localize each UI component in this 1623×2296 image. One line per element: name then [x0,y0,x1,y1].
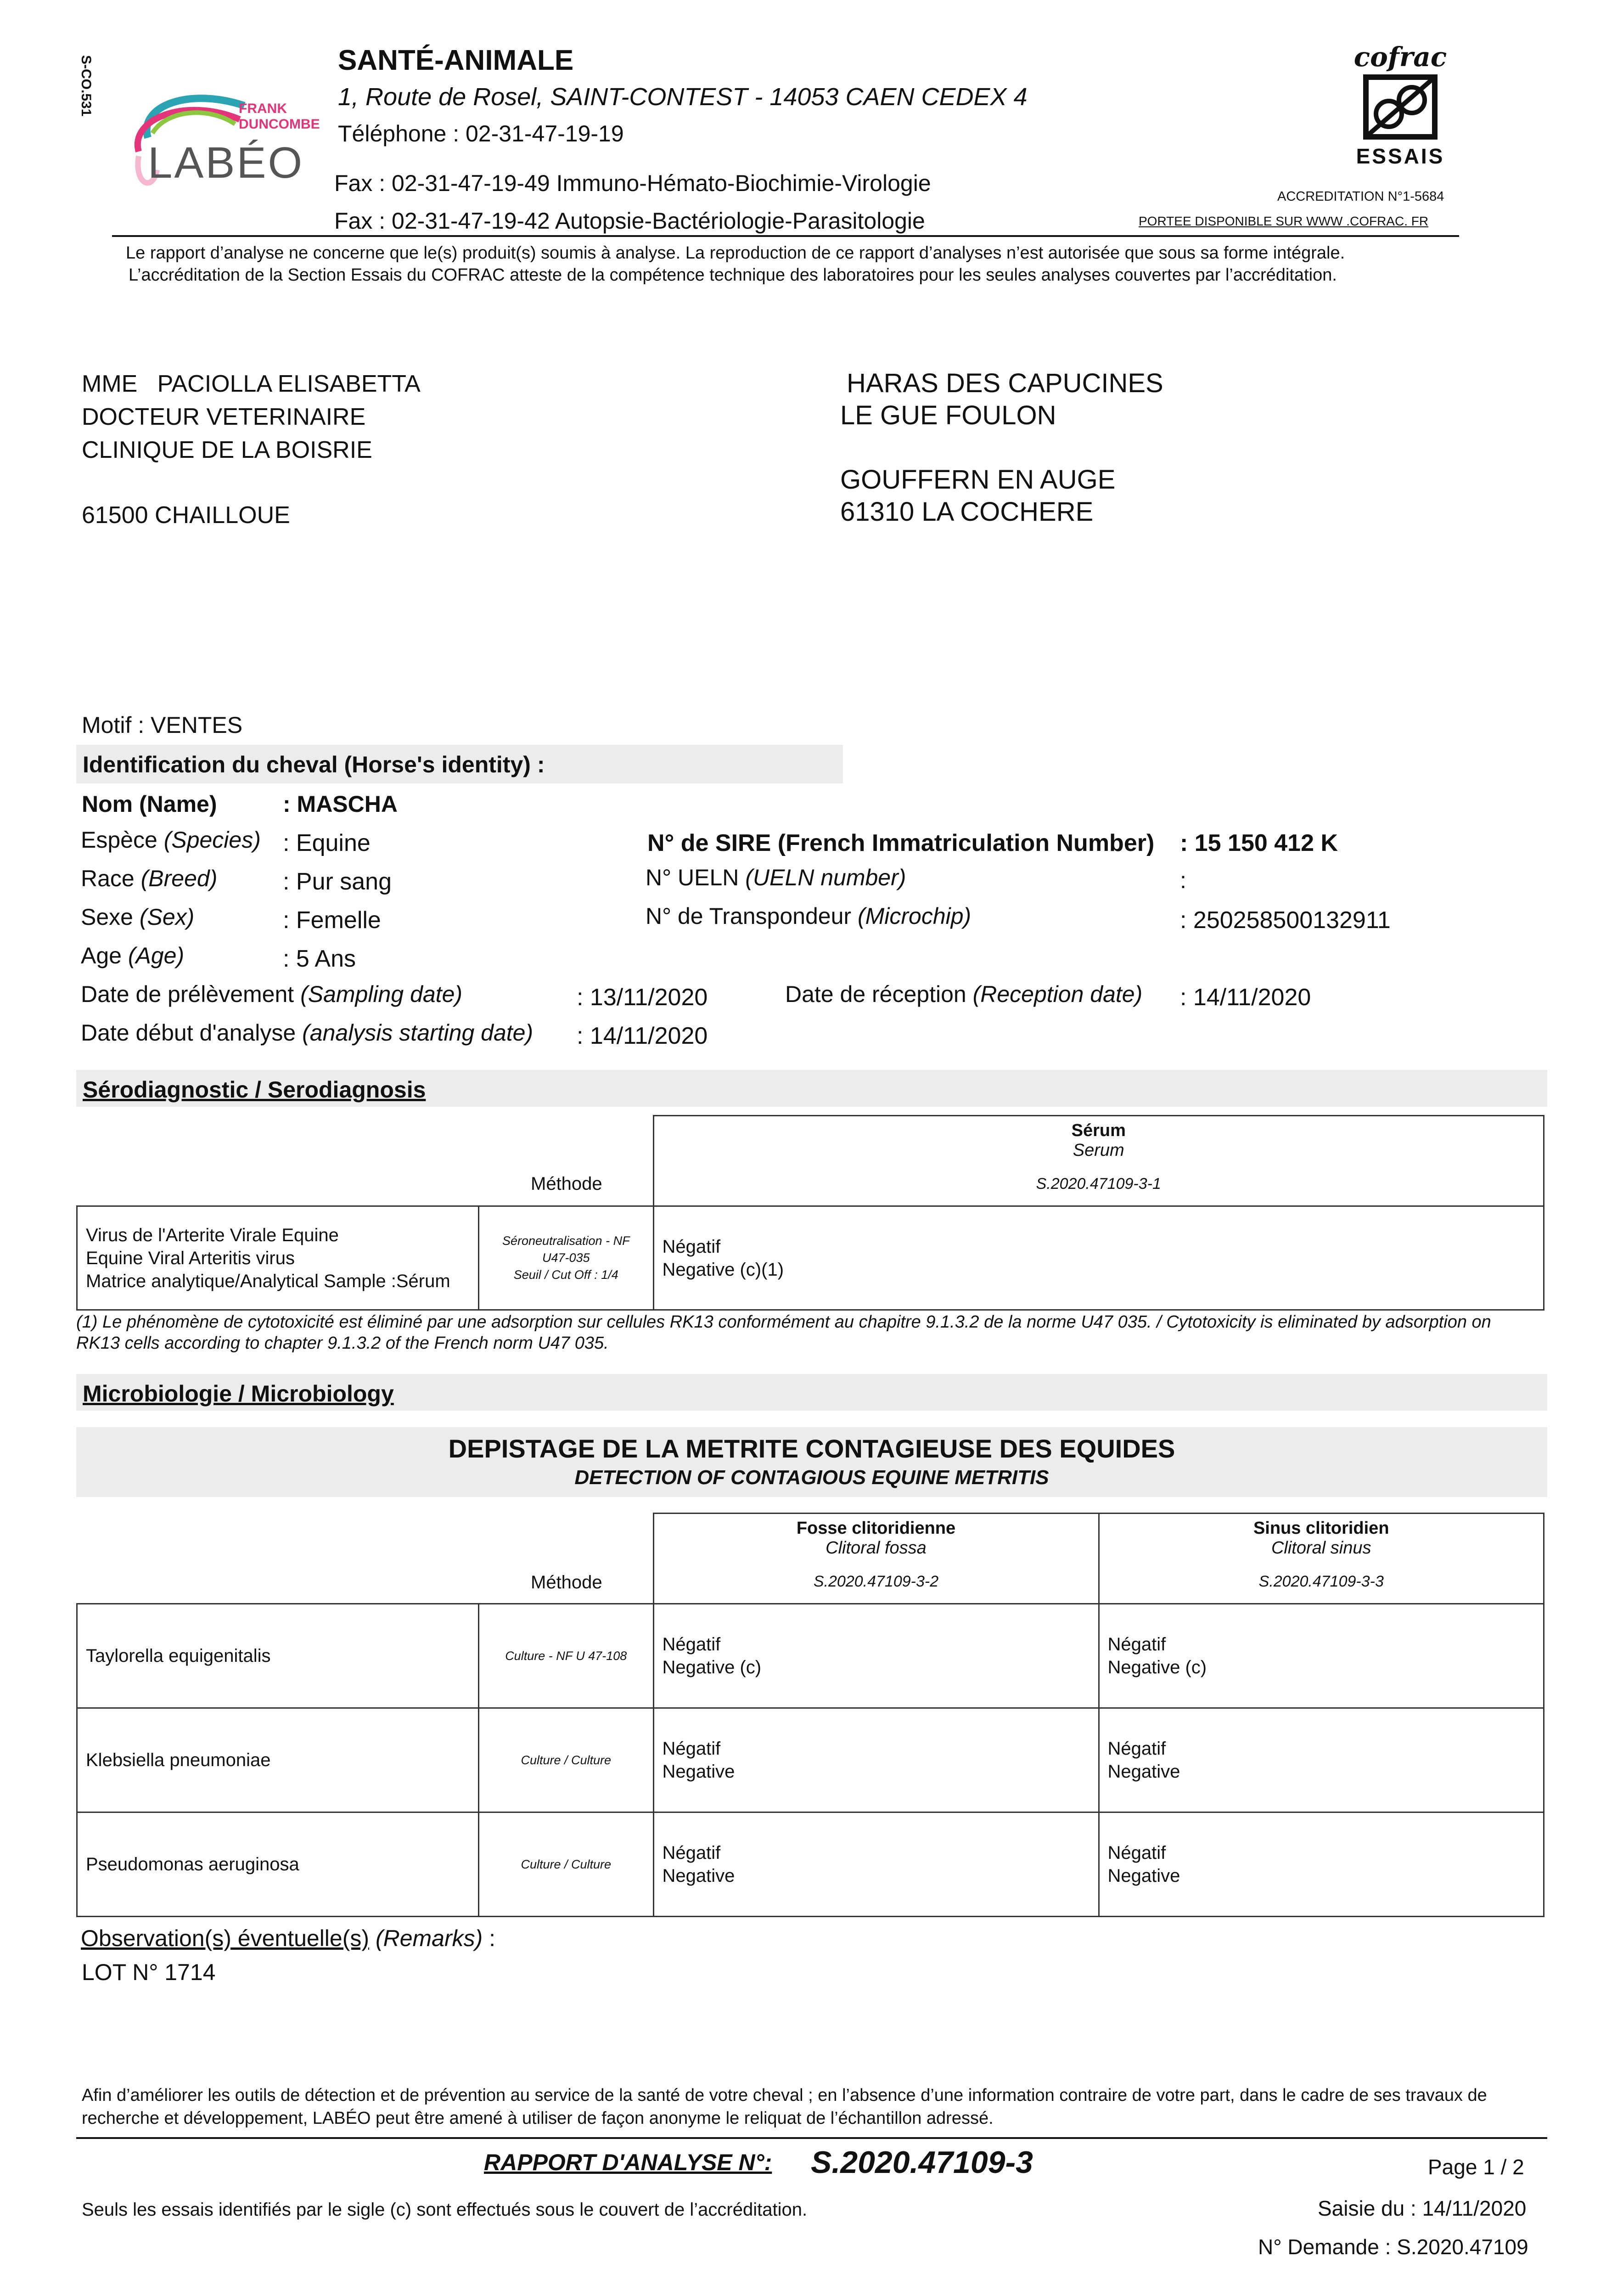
start-label-fr: Date début d'analyse [81,1020,296,1046]
cofrac-bottom: ESSAIS [1356,144,1445,168]
sinus-ref: S.2020.47109-3-3 [1258,1573,1384,1590]
age-label [81,942,184,969]
serum-ref: S.2020.47109-3-1 [1036,1175,1161,1193]
serodiagnosis-footnote: (1) Le phénomène de cytotoxicité est éliminé par une adsorption sur cellules RK13 conformément au chapitre 9.1.3.2 de la norme U47 035. / Cytotoxicity is eliminated by adsorption on RK13 cells according to chapter 9.1.3.2 of the French norm U47 035. [76,1312,1491,1353]
ueln-value: : [1180,867,1186,893]
remarks-label [81,1925,495,1952]
lab-title: SANTÉ-ANIMALE [338,45,574,76]
method-cell: Culture / Culture [479,1708,654,1812]
fossa-title: Fosse clitoridienne [796,1519,956,1538]
serum-column-header [653,1116,1544,1206]
sex-value: : Femelle [283,907,381,934]
page-number: Page 1 / 2 [1428,2155,1524,2179]
result-line-1: Négatif [662,1236,721,1257]
transponder-label [646,903,971,929]
serodiagnosis-section-title: Sérodiagnostic / Serodiagnosis [83,1077,426,1103]
result-line-2: Negative [662,1866,735,1886]
remarks-label-fr: Observation(s) éventuelle(s) [81,1925,370,1951]
sampling-value: : 13/11/2020 [577,984,708,1011]
analyte-line-3: Matrice analytique/Analytical Sample :Sérum [86,1271,450,1291]
serum-title: Sérum [1071,1121,1126,1140]
accreditation-note: Seuls les essais identifiés par le sigle (c) sont effectués sous le couvert de l’accréditation. [82,2200,808,2220]
owner-line-3: GOUFFERN EN AUGE [840,465,1116,495]
accreditation-number: ACCREDITATION N°1-5684 [1277,189,1444,204]
breed-label-en: (Breed) [140,866,218,891]
sex-label [81,904,194,930]
breed-label [81,865,217,892]
lab-fax-1: Fax : 02-31-47-19-49 Immuno-Hémato-Biochimie-Virologie [334,170,931,196]
identity-section-bar [76,745,843,783]
table-row [77,1604,1544,1708]
remarks-label-en: (Remarks) [375,1925,483,1951]
cofrac-top: cofrac [1353,41,1447,73]
labeo-logo [120,78,327,197]
fossa-ref: S.2020.47109-3-2 [813,1573,939,1590]
age-value: : 5 Ans [283,945,356,972]
sinus-result-cell [1099,1812,1544,1917]
transponder-label-en: (Microchip) [857,903,972,929]
lab-address: 1, Route de Rosel, SAINT-CONTEST - 14053 CAEN CEDEX 4 [338,83,1028,111]
microbiology-method-header: Méthode [531,1572,602,1593]
microbiology-section-title: Microbiologie / Microbiology [83,1381,394,1407]
report-label: RAPPORT D'ANALYSE N°: [484,2150,772,2175]
result-line-1: Négatif [1107,1739,1166,1759]
fossa-result-cell [653,1708,1099,1812]
analyte-line-2: Equine Viral Arteritis virus [86,1248,295,1268]
method-line-1: Séroneutralisation - NF [502,1234,630,1248]
species-label-en: (Species) [163,827,261,853]
logo-name: LABÉO [148,138,304,187]
result-line-1: Négatif [662,1843,721,1863]
sinus-result-cell [1099,1604,1544,1708]
method-line-3: Seuil / Cut Off : 1/4 [513,1268,618,1282]
species-label-fr: Espèce [81,827,157,853]
result-line-2: Negative [1107,1761,1180,1782]
sinus-column-header [1099,1514,1544,1604]
start-label [81,1019,533,1046]
fossa-title-en: Clitoral fossa [826,1538,927,1558]
cem-banner [76,1427,1547,1497]
result-line-1: Négatif [662,1634,721,1654]
serum-title-en: Serum [1073,1141,1124,1160]
cofrac-emblem-icon [1361,73,1439,141]
side-code: S-CO.531 [79,55,94,117]
species-label [81,827,261,853]
name-value: : MASCHA [283,791,398,817]
serodiagnosis-section-bar [76,1070,1547,1107]
disclaimer-1: Le rapport d’analyse ne concerne que le(s) produit(s) soumis à analyse. La reproduction de ce rapport d’analyses n’est autorisée que sous sa forme intégrale. [126,243,1345,263]
breed-value: : Pur sang [283,868,392,895]
table-row [77,1206,1544,1310]
reception-value: : 14/11/2020 [1180,984,1311,1011]
cofrac-logo [1350,41,1451,179]
serodiagnosis-method-header: Méthode [531,1174,602,1194]
report-number: S.2020.47109-3 [811,2145,1033,2180]
ueln-label [646,864,906,891]
header-rule [112,235,1459,237]
saisie-date: Saisie du : 14/11/2020 [1318,2196,1527,2220]
sampling-label [81,981,462,1007]
sinus-result-cell [1099,1708,1544,1812]
analyte-cell: Pseudomonas aeruginosa [77,1812,479,1917]
fossa-column-header [653,1514,1099,1604]
owner-line-1: HARAS DES CAPUCINES [847,368,1163,398]
sire-value: : 15 150 412 K [1180,830,1338,856]
analyte-line-1: Virus de l'Arterite Virale Equine [86,1225,339,1245]
disclaimer-2: L’accréditation de la Section Essais du COFRAC atteste de la compétence technique des laboratoires pour les seules analyses couvertes par l’accréditation. [129,265,1337,285]
logo-line2: DUNCOMBE [239,117,320,132]
analyte-cell [77,1206,479,1310]
result-line-1: Négatif [1107,1634,1166,1654]
sire-label: N° de SIRE (French Immatriculation Number) [647,830,1155,856]
sex-label-fr: Sexe [81,904,133,930]
request-number: N° Demande : S.2020.47109 [1258,2235,1528,2259]
reception-label-en: (Reception date) [972,981,1143,1007]
recipient-line-1: MME PACIOLLA ELISABETTA [82,371,421,397]
result-line-1: Négatif [1107,1843,1166,1863]
reception-label-fr: Date de réception [785,981,966,1007]
method-cell [479,1206,654,1310]
owner-block [840,367,1163,528]
remarks-colon: : [489,1925,496,1951]
analyte-cell: Taylorella equigenitalis [77,1604,479,1708]
sinus-title-en: Clitoral sinus [1271,1538,1371,1558]
result-line-2: Negative (c) [1107,1657,1207,1677]
microbiology-section-bar [76,1374,1547,1411]
cem-banner-title: DEPISTAGE DE LA METRITE CONTAGIEUSE DES EQUIDES [448,1434,1175,1463]
recipient-line-3: CLINIQUE DE LA BOISRIE [82,437,372,463]
method-line-2: U47-035 [542,1251,590,1265]
result-line-1: Négatif [662,1739,721,1759]
fossa-result-cell [653,1812,1099,1917]
method-cell: Culture - NF U 47-108 [479,1604,654,1708]
motif: Motif : VENTES [82,712,243,738]
footer-rule [76,2137,1547,2139]
sampling-label-fr: Date de prélèvement [81,981,294,1007]
identity-section-title: Identification du cheval (Horse's identity) : [83,752,545,777]
breed-label-fr: Race [81,866,135,891]
age-label-fr: Age [81,943,122,968]
analyte-cell: Klebsiella pneumoniae [77,1708,479,1812]
research-note: Afin d’améliorer les outils de détection et de prévention au service de la santé de votre cheval ; en l’absence d’une information contraire de votre part, dans le cadre de ses travaux de recherche et développement, LABÉO peut être amené à utiliser de façon anonyme le reliquat de l’échantillon adressé. [82,2086,1487,2128]
transponder-value: : 250258500132911 [1180,907,1391,934]
lab-phone: Téléphone : 02-31-47-19-19 [338,121,624,146]
reception-label [785,981,1142,1007]
microbiology-table [76,1513,1544,1917]
table-row [77,1708,1544,1812]
age-label-en: (Age) [128,943,185,968]
recipient-line-2: DOCTEUR VETERINAIRE [82,404,366,430]
transponder-label-fr: N° de Transpondeur [646,903,852,929]
fossa-result-cell [653,1604,1099,1708]
result-line-2: Negative (c)(1) [662,1259,784,1280]
start-label-en: (analysis starting date) [302,1020,534,1046]
method-cell: Culture / Culture [479,1812,654,1917]
ueln-label-en: (UELN number) [745,865,906,890]
sampling-label-en: (Sampling date) [300,981,463,1007]
remarks-value: LOT N° 1714 [82,1959,216,1985]
cem-banner-subtitle: DETECTION OF CONTAGIOUS EQUINE METRITIS [574,1466,1049,1489]
start-value: : 14/11/2020 [577,1023,708,1049]
cofrac-portee: PORTEE DISPONIBLE SUR WWW .COFRAC. FR [1139,214,1429,228]
logo-line1: FRANK [239,101,287,116]
name-label: Nom (Name) [82,791,217,817]
owner-line-2: LE GUE FOULON [840,400,1056,430]
result-line-2: Negative (c) [662,1657,762,1677]
sinus-title: Sinus clitoridien [1253,1519,1389,1538]
species-value: : Equine [283,830,371,856]
result-line-2: Negative [1107,1866,1180,1886]
recipient-line-4: 61500 CHAILLOUE [82,502,290,529]
ueln-label-fr: N° UELN [646,865,739,890]
table-row [77,1812,1544,1917]
lab-fax-2: Fax : 02-31-47-19-42 Autopsie-Bactériologie-Parasitologie [334,208,925,234]
sex-label-en: (Sex) [139,904,195,930]
result-line-2: Negative [662,1761,735,1782]
result-cell [653,1206,1544,1310]
owner-line-4: 61310 LA COCHERE [840,497,1094,527]
recipient-block [82,367,421,532]
serodiagnosis-table [76,1115,1544,1311]
